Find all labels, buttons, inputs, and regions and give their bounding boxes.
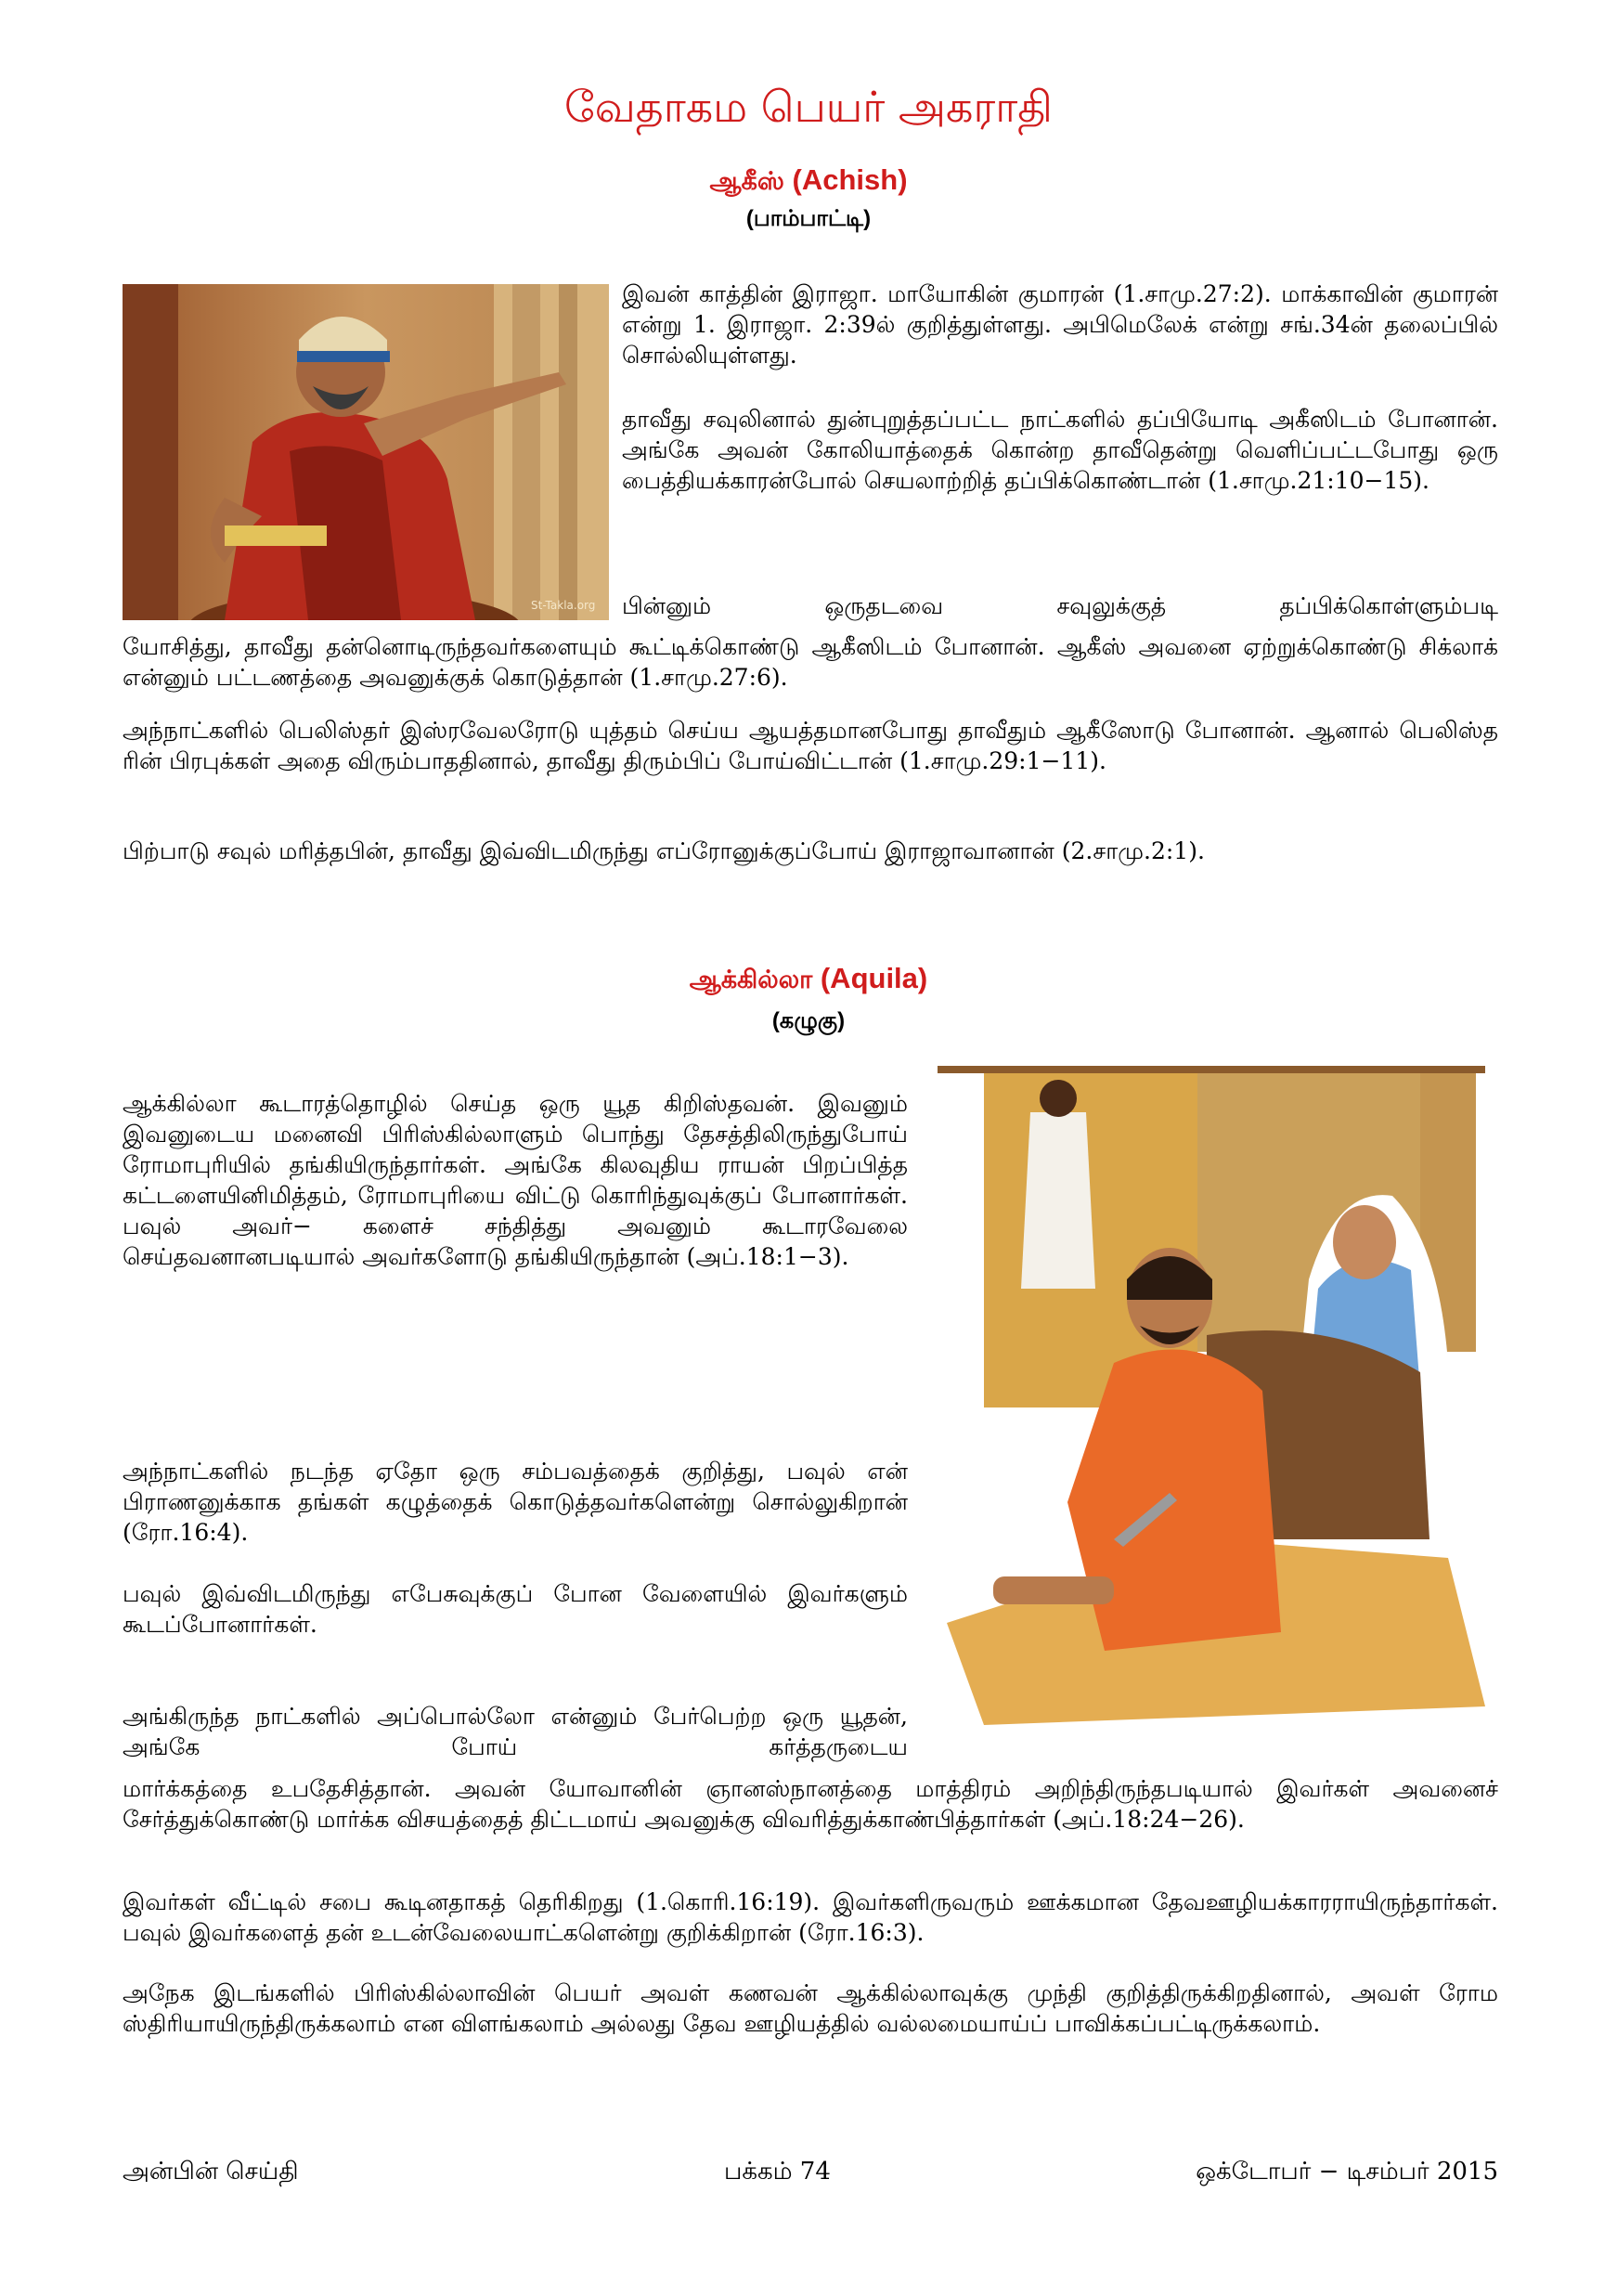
pointing-king-illustration-icon <box>123 284 609 620</box>
entry-name-english: (Achish) <box>792 163 908 196</box>
entry-heading-aquila <box>0 962 1617 998</box>
aquila-paragraph-1: ஆக்கில்லா கூடாரத்தொழில் செய்த ஒரு யூத கிறிஸ்தவன். இவனும் இவனுடைய மனைவி பிரிஸ்கில்லாளும் பொந்து தேசத்திலிருந்துபோய் ரோமாபுரியில் தங்கியிருந்தார்கள். அங்கே கிலவுதிய ராயன் பிறப்பித்த கட்டளையினிமித்தம், ரோமாபுரியை விட்டு கொரிந்துவுக்குப் போனார்கள். பவுல் அவர்− களைச் சந்தித்து அவனும் கூடாரவேலை செய்தவனானபடியால் அவர்களோடு தங்கியிருந்தான் (அப்.18:1−3). <box>123 1090 908 1270</box>
achish-paragraph-3-lead: பின்னும் ஒருதடவை சவுலுக்குத் தப்பிக்கொள்ளும்படி <box>622 592 1498 619</box>
aquila-paragraph-2: அந்நாட்களில் நடந்த ஏதோ ஒரு சம்பவத்தைக் குறித்து, பவுல் என் பிராணனுக்காக தங்கள் கழுத்தைக் கொடுத்தவர்களென்று சொல்லுகிறான் (ரோ.16:4). <box>123 1458 908 1546</box>
aquila-paragraph-6: அநேக இடங்களில் பிரிஸ்கில்லாவின் பெயர் அவள் கணவன் ஆக்கில்லாவுக்கு முந்தி குறித்திருக்கிறதினால், அவள் ரோம ஸ்திரியாயிருந்திருக்கலாம் என விளங்கலாம் அல்லது தேவ ஊழியத்தில் வல்லமையாய்ப் பாவிக்கப்பட்டிருக்கலாம். <box>123 1979 1498 2037</box>
page-title: வேதாகம பெயர் அகராதி <box>564 82 1053 132</box>
image-watermark: St-Takla.org <box>531 599 596 612</box>
aquila-paragraph-4: மார்க்கத்தை உபதேசித்தான். அவன் யோவானின் ஞானஸ்நானத்தை மாத்திரம் அறிந்திருந்தபடியால் இவர்கள் அவனைச் சேர்த்துக்கொண்டு மார்க்க விசயத்தைத் திட்டமாய் அவனுக்கு விவரித்துக்காண்பித்தார்கள் (அப்.18:24−26). <box>123 1775 1498 1833</box>
aquila-paragraph-3: பவுல் இவ்விடமிருந்து எபேசுவுக்குப் போன வேளையில் இவர்களும் கூடப்போனார்கள். <box>123 1580 908 1638</box>
entry-heading-achish <box>0 163 1617 200</box>
achish-paragraph-5: பிற்பாடு சவுல் மரித்தபின், தாவீது இவ்விடமிருந்து எப்ரோனுக்குப்போய் இராஜாவானான் (2.சாமு.2:1). <box>123 837 1205 864</box>
achish-paragraph-2: தாவீது சவுலினால் துன்புறுத்தப்பட்ட நாட்களில் தப்பியோடி அகீஸிடம் போனான். அங்கே அவன் கோலியாத்தைக் கொன்ற தாவீதென்று வெளிப்பட்டபோது ஒரு பைத்தியக்காரன்போல் செயலாற்றித் தப்பிக்கொண்டான் (1.சாமு.21:10−15). <box>622 406 1498 494</box>
entry-name-english: (Aquila) <box>820 962 928 994</box>
entry-meaning: (பாம்பாட்டி) <box>745 206 872 231</box>
aquila-paragraph-4-lead: அங்கிருந்த நாட்களில் அப்பொல்லோ என்னும் பேர்பெற்ற ஒரு யூதன், அங்கே போய் கர்த்தருடைய <box>123 1703 908 1760</box>
footer-page-number: பக்கம் 74 <box>724 2158 831 2186</box>
footer-issue-date: ஒக்டோபர் − டிசம்பர் 2015 <box>1196 2158 1498 2186</box>
achish-paragraph-1: இவன் காத்தின் இராஜா. மாயோகின் குமாரன் (1.சாமு.27:2). மாக்காவின் குமாரன் என்று 1. இராஜா. 2:39ல் குறித்துள்ளது. அபிமெலேக் என்று சங்.34ன் தலைப்பில் சொல்லியுள்ளது. <box>622 280 1498 369</box>
entry-meaning: (கழுகு) <box>771 1008 846 1033</box>
entry-name-tamil: ஆக்கில்லா <box>689 966 813 993</box>
achish-paragraph-4: அந்நாட்களில் பெலிஸ்தர் இஸ்ரவேலரோடு யுத்தம் செய்ய ஆயத்தமானபோது தாவீதும் ஆகீஸோடு போனான். ஆனால் பெலிஸ்த ரின் பிரபுக்கள் அதை விரும்பாததினால், தாவீது திரும்பிப் போய்விட்டான் (1.சாமு.29:1−11). <box>123 717 1498 774</box>
tentmakers-illustration-icon <box>928 1057 1498 1725</box>
entry-name-tamil: ஆகீஸ் <box>709 167 784 195</box>
achish-illustration <box>123 284 609 620</box>
aquila-paragraph-5: இவர்கள் வீட்டில் சபை கூடினதாகத் தெரிகிறது (1.கொரி.16:19). இவர்களிருவரும் ஊக்கமான தேவஊழியக்காரராயிருந்தார்கள். பவுல் இவர்களைத் தன் உடன்வேலையாட்களென்று குறிக்கிறான் (ரோ.16:3). <box>123 1888 1498 1946</box>
achish-paragraph-3: யோசித்து, தாவீது தன்னொடிருந்தவர்களையும் கூட்டிக்கொண்டு ஆகீஸிடம் போனான். ஆகீஸ் அவனை ஏற்றுக்கொண்டு சிக்லாக் என்னும் பட்டணத்தை அவனுக்குக் கொடுத்தான் (1.சாமு.27:6). <box>123 633 1498 691</box>
footer-publication: அன்பின் செய்தி <box>123 2158 299 2186</box>
aquila-illustration <box>928 1057 1498 1725</box>
